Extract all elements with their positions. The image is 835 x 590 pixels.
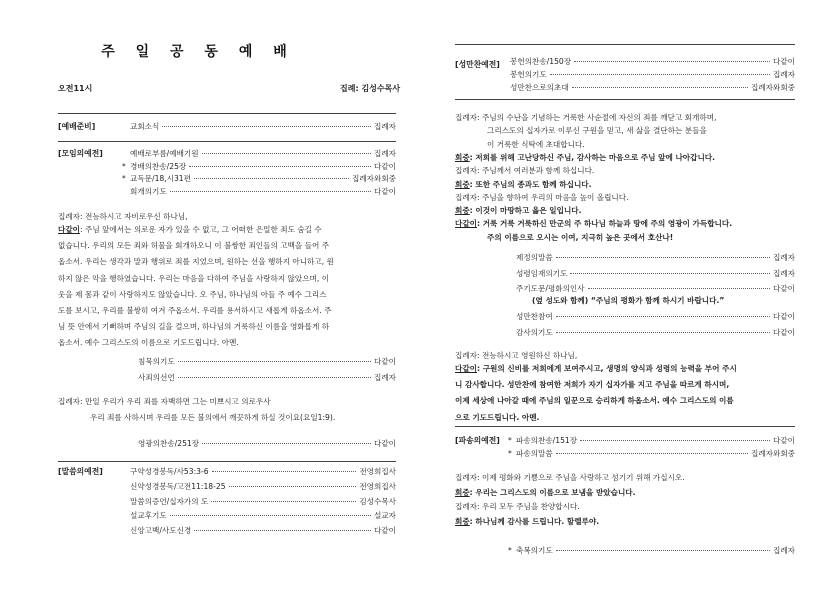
order-person: 김성수목사: [359, 496, 396, 506]
dot-leader: [550, 74, 770, 75]
liturgy-text: : 이제 평화와 기쁨으로 주님을 사랑하고 섬기기 위해 가십시오.: [477, 473, 685, 482]
prayer-line: [58, 222, 396, 238]
dot-leader: [229, 486, 357, 487]
order-label: 제정의말씀: [516, 253, 553, 262]
order-row: [508, 311, 795, 322]
absolution-line-1: 집례자: 만일 우리가 우리 죄를 자백하면 그는 미쁘시고 의로우사: [58, 397, 271, 406]
order-label: 성령임재의기도: [516, 268, 568, 278]
dot-leader: [170, 515, 371, 516]
dot-leader: [556, 332, 770, 333]
divider: [58, 113, 396, 114]
order-row: [122, 481, 396, 492]
speaker-label: 집례자: [455, 502, 478, 511]
liturgy-text: : 우리는 그리스도의 이름으로 보냄을 받았습니다.: [469, 487, 636, 497]
liturgy-line: [455, 218, 732, 229]
prayer-text: 옵소서. 우리는 생각과 말과 행위로 죄를 지었으며, 원하는 선을 행하지 아니하고, 원: [58, 257, 334, 267]
order-row: [122, 148, 396, 159]
order-row: [130, 438, 396, 449]
prayer-text: 웃을 제 몸과 같이 사랑하지도 않았습니다. 오 주님, 하나님의 아들 주 예수 그리스: [58, 289, 327, 299]
order-label: 구약성경봉독/사53:3-6: [130, 467, 209, 476]
order-person: 다같이: [772, 436, 795, 445]
order-person: 집례자: [772, 268, 795, 278]
order-person: 전영희집사: [359, 481, 396, 491]
liturgy-text: : 또한 주님의 종과도 함께 하십니다.: [469, 179, 592, 189]
order-label: 감사의기도: [516, 327, 553, 337]
liturgy-line: [455, 472, 685, 483]
order-row: [130, 372, 396, 383]
liturgy-text: : 하나님께 감사를 드립니다. 할렐루야.: [469, 516, 600, 526]
dot-leader: [178, 361, 371, 362]
prayer-line: [58, 319, 396, 335]
order-person: 다같이: [373, 161, 396, 171]
order-person: 다같이: [772, 312, 795, 321]
prayer-intro: 집례자: 전능하시고 자비로우신 하나님,: [58, 212, 188, 221]
dot-leader: [556, 453, 748, 454]
order-person: 집례자와회중: [750, 449, 795, 458]
liturgy-line: [487, 125, 707, 136]
order-person: 다같이: [772, 57, 795, 66]
order-person: 집례자: [373, 149, 396, 158]
divider: [455, 44, 795, 45]
order-person: 다같이: [373, 186, 396, 196]
order-row: [122, 466, 396, 477]
divider: [58, 461, 396, 462]
order-row: [122, 186, 396, 197]
liturgy-line: [455, 165, 594, 176]
liturgy-line: [455, 179, 592, 190]
order-row: [130, 356, 396, 367]
prayer-text: : 구원의 신비를 저희에게 보여주시고, 생명의 양식과 성령의 능력을 부어 주시: [477, 364, 737, 373]
liturgy-text: : 주님의 수난을 기념하는 거룩한 사순절에 자신의 죄를 깨닫고 회개하며,: [477, 113, 717, 122]
order-person: 집례자: [772, 70, 795, 79]
order-label: 예배로부름/예배기원: [130, 149, 199, 158]
order-label: 영광의찬송/251장: [138, 439, 200, 448]
dot-leader: [572, 87, 748, 88]
dot-leader: [212, 471, 357, 472]
order-person: 집례자: [772, 546, 795, 555]
speaker-label: 회중: [455, 179, 470, 189]
order-person: 다같이: [772, 284, 795, 293]
prayer-text: 이제 세상에 나아갈 때에 주님의 일꾼으로 승리하게 하옵소서. 예수 그리스도의 이름: [455, 396, 734, 406]
prayer-line: [455, 361, 795, 377]
order-label: 봉헌의기도: [510, 70, 547, 79]
order-row: [508, 435, 795, 446]
thanksgiving-prayer: [455, 361, 795, 426]
order-label: 축복의기도: [516, 546, 553, 555]
peace-line: (옆 성도와 함께) “주님의 평화가 함께 하시기 바랍니다.”: [532, 296, 725, 305]
speaker-label: 다같이: [58, 225, 81, 234]
section-label-sacrament: [성만찬예전]: [455, 60, 500, 69]
speaker-label: 회중: [455, 152, 470, 162]
order-row: [502, 56, 795, 67]
prayer-text: 으로 기도드립니다. 아멘.: [455, 412, 540, 422]
liturgy-line: [487, 232, 673, 243]
speaker-label: 회중: [455, 516, 470, 526]
liturgy-text: 주의 이름으로 오시는 이여, 지극히 높은 곳에서 호산나!: [487, 232, 674, 242]
order-person: 설교자: [373, 511, 396, 521]
order-label: 파송의말씀: [516, 449, 553, 458]
order-person: 집례자와회중: [351, 174, 396, 183]
order-row: [508, 252, 795, 263]
section-label-gathering: [모임의예전]: [58, 149, 103, 158]
order-label: 교회소식: [130, 122, 160, 131]
order-person: 집례자와회중: [750, 83, 795, 92]
dot-leader: [588, 288, 770, 289]
order-row: [502, 69, 795, 80]
liturgy-line: [487, 139, 585, 150]
dot-leader: [170, 191, 371, 192]
star-mark: *: [508, 449, 512, 458]
order-row: [122, 161, 396, 172]
order-person: 전영희집사: [359, 467, 396, 476]
order-row: [508, 327, 795, 338]
liturgy-text: : 주님께서 여러분과 함께 하십니다.: [477, 166, 595, 176]
prayer-line: [58, 254, 396, 270]
prayer-text: 없습니다. 우리의 모든 죄와 허물을 회개하오니 이 불쌍한 죄인들의 고백을 들어 주: [58, 241, 330, 251]
speaker-label: 집례자: [455, 192, 478, 202]
order-label: 파송의찬송/151장: [516, 436, 578, 445]
divider: [455, 99, 795, 100]
order-label: 신약성경봉독/고전11:18-25: [130, 481, 226, 491]
dot-leader: [570, 273, 770, 274]
speaker-label: 회중: [455, 206, 470, 216]
liturgy-line: [455, 516, 599, 527]
liturgy-text: : 저희를 위해 고난당하신 주님, 감사하는 마음으로 주님 앞에 나아갑니다.: [469, 152, 715, 162]
liturgy-line: [455, 192, 629, 203]
liturgy-line: [455, 487, 636, 498]
section-label-sending: [파송의예전]: [455, 436, 500, 445]
dot-leader: [202, 153, 371, 154]
order-label: 교독문/18,시31편: [130, 174, 191, 183]
order-row: [502, 82, 795, 93]
liturgy-text: : 이것이 마땅하고 옳은 일입니다.: [469, 206, 582, 216]
order-label: 경배의찬송/25장: [130, 161, 187, 171]
order-label: 주기도문/평화의인사: [516, 284, 585, 293]
order-person: 다같이: [373, 439, 396, 448]
order-label: 설교후기도: [130, 511, 167, 521]
prayer-text: 도를 보시고, 우리를 불쌍히 여겨 주옵소서. 우리를 용서하시고 새롭게 하옵소서. 주: [58, 306, 332, 316]
order-person: 집례자: [373, 372, 396, 382]
order-label: 사죄의선언: [138, 372, 175, 382]
speaker-label: 집례자: [455, 473, 478, 482]
star-mark: *: [508, 436, 512, 445]
order-person: 다같이: [772, 327, 795, 337]
dot-leader: [194, 530, 371, 531]
prayer-line: [58, 238, 396, 254]
prayer-line: [58, 335, 396, 351]
prayer-text: 옵소서. 예수 그리스도의 이름으로 기도드립니다. 아멘.: [58, 338, 239, 348]
dot-leader: [202, 443, 371, 444]
order-row: [508, 545, 795, 556]
order-row: [122, 496, 396, 507]
prayer-text: 니 감사합니다. 성만찬에 참여한 저희가 자기 십자가를 지고 주님을 따르게 하시며,: [455, 380, 730, 390]
liturgy-text: : 주님을 향하여 우리의 마음을 높이 올립니다.: [477, 192, 629, 202]
liturgy-line: [455, 501, 580, 512]
order-row: [508, 283, 795, 294]
speaker-label: 다같이: [455, 219, 478, 229]
post-prayer-intro: 집례자: 전능하시고 영원하신 하나님,: [455, 351, 578, 360]
speaker-label: 집례자: [455, 166, 478, 176]
order-row: [122, 510, 396, 521]
order-row: [508, 448, 795, 459]
prayer-line: [58, 287, 396, 303]
prayer-line: [455, 410, 795, 426]
dot-leader: [556, 550, 770, 551]
star-mark: *: [122, 174, 126, 183]
order-label: 말씀의증언/십자가의 도: [130, 496, 209, 506]
prayer-line: [455, 377, 795, 393]
star-mark: *: [508, 546, 512, 555]
prayer-line: [455, 393, 795, 409]
liturgy-text: 그리스도의 십자가로 이루신 구원을 믿고, 새 삶을 결단하는 분들을: [487, 126, 707, 136]
order-label: 회개의기도: [130, 186, 167, 196]
divider: [58, 141, 396, 142]
order-label: 봉헌의찬송/150장: [510, 57, 572, 66]
section-label-prep: [예배준비]: [58, 122, 96, 131]
confession-prayer: [58, 222, 396, 352]
section-label-word: [말씀의예전]: [58, 467, 103, 476]
dot-leader: [211, 501, 356, 502]
liturgy-line: [455, 112, 716, 123]
liturgy-line: [455, 152, 715, 163]
speaker-label: 집례자: [455, 113, 478, 122]
order-label: 침묵의기도: [138, 357, 175, 366]
divider: [455, 426, 795, 427]
prayer-line: [58, 303, 396, 319]
liturgy-text: : 거룩 거룩 거룩하신 만군의 주 하나님 하늘과 땅에 주의 영광이 가득합니다.: [477, 219, 733, 229]
order-row: [122, 121, 396, 132]
speaker-label: 다같이: [455, 364, 478, 373]
liturgy-line: [455, 205, 582, 216]
order-person: 집례자: [772, 253, 795, 262]
dot-leader: [556, 316, 770, 317]
order-row: [122, 525, 396, 536]
order-person: 다같이: [373, 526, 396, 536]
order-label: 신앙고백/사도신경: [130, 526, 192, 536]
service-time: 오전11시: [58, 84, 93, 93]
order-person: 집례자: [373, 122, 396, 131]
dot-leader: [580, 440, 770, 441]
order-row: [122, 173, 396, 184]
dot-leader: [194, 178, 349, 179]
dot-leader: [189, 166, 371, 167]
prayer-line: [58, 271, 396, 287]
prayer-text: 하지 않은 악을 행하였습니다. 우리는 마음을 다하여 주님을 사랑하지 않았으며, 이: [58, 273, 330, 283]
liturgy-text: : 우리 모두 주님을 찬양합시다.: [477, 502, 580, 511]
dot-leader: [162, 126, 371, 127]
dot-leader: [178, 377, 371, 378]
star-mark: *: [122, 161, 126, 171]
order-row: [508, 268, 795, 279]
service-leader: 집례: 김성수목사: [340, 84, 401, 93]
dot-leader: [556, 257, 770, 258]
dot-leader: [574, 61, 770, 62]
page-title: 주 일 공 동 예 배: [101, 44, 295, 60]
order-label: 성만찬으로의초대: [510, 83, 569, 92]
order-person: 다같이: [373, 357, 396, 366]
speaker-label: 회중: [455, 487, 470, 497]
order-label: 성만찬참여: [516, 312, 553, 321]
prayer-text: 님 뜻 안에서 기뻐하며 주님의 길을 걸으며, 하나님의 거룩하신 이름을 영화롭게 하: [58, 322, 330, 332]
liturgy-text: 이 거룩한 식탁에 초대합니다.: [487, 139, 585, 149]
absolution-line-2: 우리 죄를 사하시며 우리를 모든 불의에서 깨끗하게 하실 것이요(요일1:9).: [90, 413, 336, 422]
prayer-text: : 주님 앞에서는 의로운 자가 있을 수 없고, 그 어떠한 은밀한 죄도 숨길 수: [80, 225, 322, 234]
